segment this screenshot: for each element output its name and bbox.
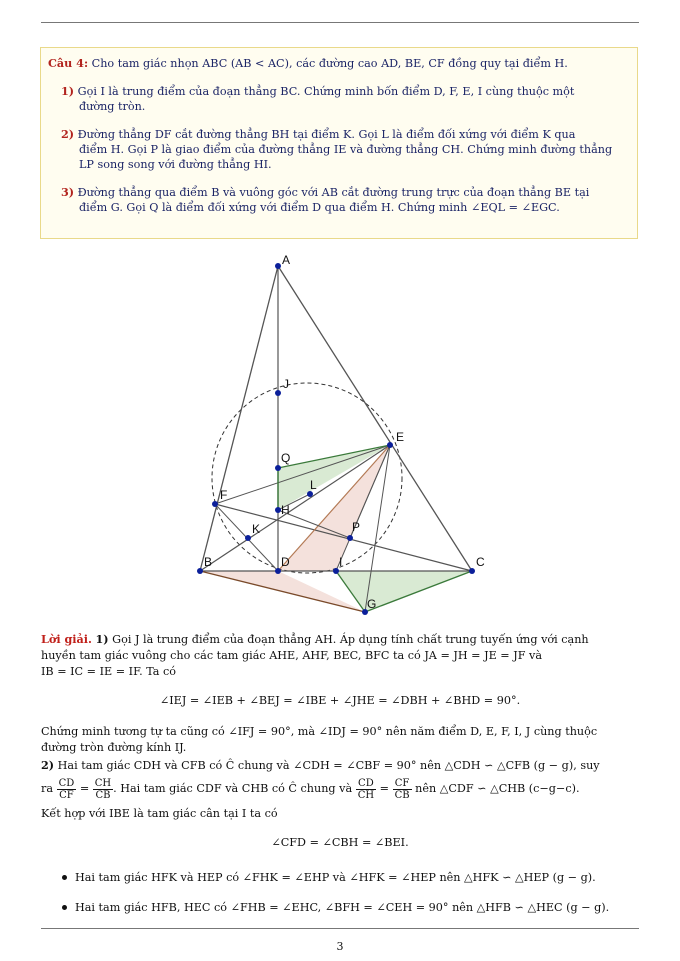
label-i: I [339, 555, 343, 569]
label-f: F [220, 488, 228, 502]
label-b: B [204, 555, 213, 569]
bullet-item: Hai tam giác HFK và HEP có ∠FHK = ∠EHP và ∠HFK = ∠HEP nên △HFK ∽ △HEP (g − g). [75, 871, 596, 884]
point-q [275, 465, 281, 471]
label-c: C [476, 555, 485, 569]
label-q: Q [281, 451, 291, 465]
problem-statement: Cho tam giác nhọn ABC (AB < AC), các đường cao AD, BE, CF đồng quy tại điểm H. [91, 57, 568, 70]
bullet-dot [62, 875, 67, 880]
point-a [275, 263, 281, 269]
fraction-cd-cf: $\frac{CD}{CF}$ [58, 777, 75, 801]
solution-line: đường tròn đường kính IJ. [41, 741, 187, 754]
solution-heading: Lời giải. [41, 632, 92, 646]
solution-text: . Hai tam giác CDF và CHB có Ĉ chung và [113, 782, 353, 795]
geometry-figure [190, 248, 490, 623]
top-rule [41, 22, 639, 23]
part-text-line: Đường thẳng qua điểm B và vuông góc với AB cắt đường trung trực của đoạn thẳng BE tại [77, 186, 590, 199]
fraction-cf-cb: $\frac{CF}{CB}$ [394, 777, 410, 801]
label-l: L [310, 478, 317, 492]
fraction-ch-cb: $\frac{CH}{CB}$ [94, 777, 112, 801]
part-text-line: Gọi I là trung điểm của đoạn thẳng BC. Chứng minh bốn điểm D, F, E, I cùng thuộc một [77, 85, 575, 98]
page-number: 3 [336, 940, 344, 953]
equals-sign: = [79, 782, 90, 795]
problem-heading: Câu 4: [48, 56, 89, 70]
point-j [275, 390, 281, 396]
point-k [245, 535, 251, 541]
solution-text: Gọi J là trung điểm của đoạn thẳng AH. Áp dụng tính chất trung tuyến ứng với cạnh [112, 633, 589, 646]
label-a: A [282, 253, 291, 267]
point-e [387, 442, 393, 448]
solution-text: ra [41, 782, 54, 795]
solution-text: nên △CDF ∽ △CHB (c−g−c). [415, 782, 580, 795]
bottom-rule [41, 928, 639, 929]
part-text-line: đường tròn. [79, 100, 146, 113]
label-h: H [281, 503, 290, 517]
label-k: K [252, 522, 261, 536]
solution-fraction-line [41, 776, 580, 802]
equation-2: ∠CFD = ∠CBH = ∠BEI. [271, 836, 409, 849]
label-p: P [352, 520, 361, 534]
bullet-dot [62, 905, 67, 910]
solution-part-number: 1) [95, 632, 109, 646]
part-text-line: Đường thẳng DF cắt đường thẳng BH tại điểm K. Gọi L là điểm đối xứng với điểm K qua [77, 128, 576, 141]
point-c [469, 568, 475, 574]
solution-part-number: 2) [41, 758, 55, 772]
problem-box [40, 47, 638, 239]
part-2 [61, 127, 575, 142]
solution-line: Kết hợp với IBE là tam giác cân tại I ta có [41, 807, 278, 820]
solution-line [41, 632, 589, 647]
solution-text: Hai tam giác CDH và CFB có Ĉ chung và ∠CDH = ∠CBF = 90° nên △CDH ∽ △CFB (g − g), suy [57, 759, 600, 772]
equation-1: ∠IEJ = ∠IEB + ∠BEJ = ∠IBE + ∠JHE = ∠DBH + ∠BHD = 90°. [159, 694, 521, 707]
label-e: E [396, 430, 405, 444]
label-g: G [367, 597, 377, 611]
part-text-line: LP song song với đường thẳng HI. [79, 158, 272, 171]
solution-line: huyền tam giác vuông cho các tam giác AHE, AHF, BEC, BFC ta có JA = JH = JE = JF và [41, 649, 543, 662]
part-3 [61, 185, 589, 200]
part-1 [61, 84, 574, 99]
problem-statement-line [48, 56, 568, 71]
bullet-item: Hai tam giác HFB, HEC có ∠FHB = ∠EHC, ∠BFH = ∠CEH = 90° nên △HFB ∽ △HEC (g − g). [75, 901, 610, 914]
point-b [197, 568, 203, 574]
part-text-line: điểm G. Gọi Q là điểm đối xứng với điểm D qua điểm H. Chứng minh ∠EQL = ∠EGC. [79, 201, 560, 214]
equals-sign: = [379, 782, 390, 795]
solution-line [41, 758, 600, 773]
fraction-cd-ch: $\frac{CD}{CH}$ [357, 777, 375, 801]
point-f [212, 501, 218, 507]
triangle-iceg-fill [336, 571, 472, 612]
solution-line: Chứng minh tương tự ta cũng có ∠IFJ = 90°, mà ∠IDJ = 90° nên năm điểm D, E, F, I, J cùng thuộc [41, 725, 598, 738]
label-d: D [281, 555, 290, 569]
point-p [347, 535, 353, 541]
part-number: 2) [61, 127, 75, 141]
part-number: 1) [61, 84, 75, 98]
part-number: 3) [61, 185, 75, 199]
part-text-line: điểm H. Gọi P là giao điểm của đường thẳng IE và đường thẳng CH. Chứng minh đường thẳng [79, 143, 613, 156]
label-j: J [283, 377, 289, 391]
solution-line: IB = IC = IE = IF. Ta có [41, 665, 177, 678]
